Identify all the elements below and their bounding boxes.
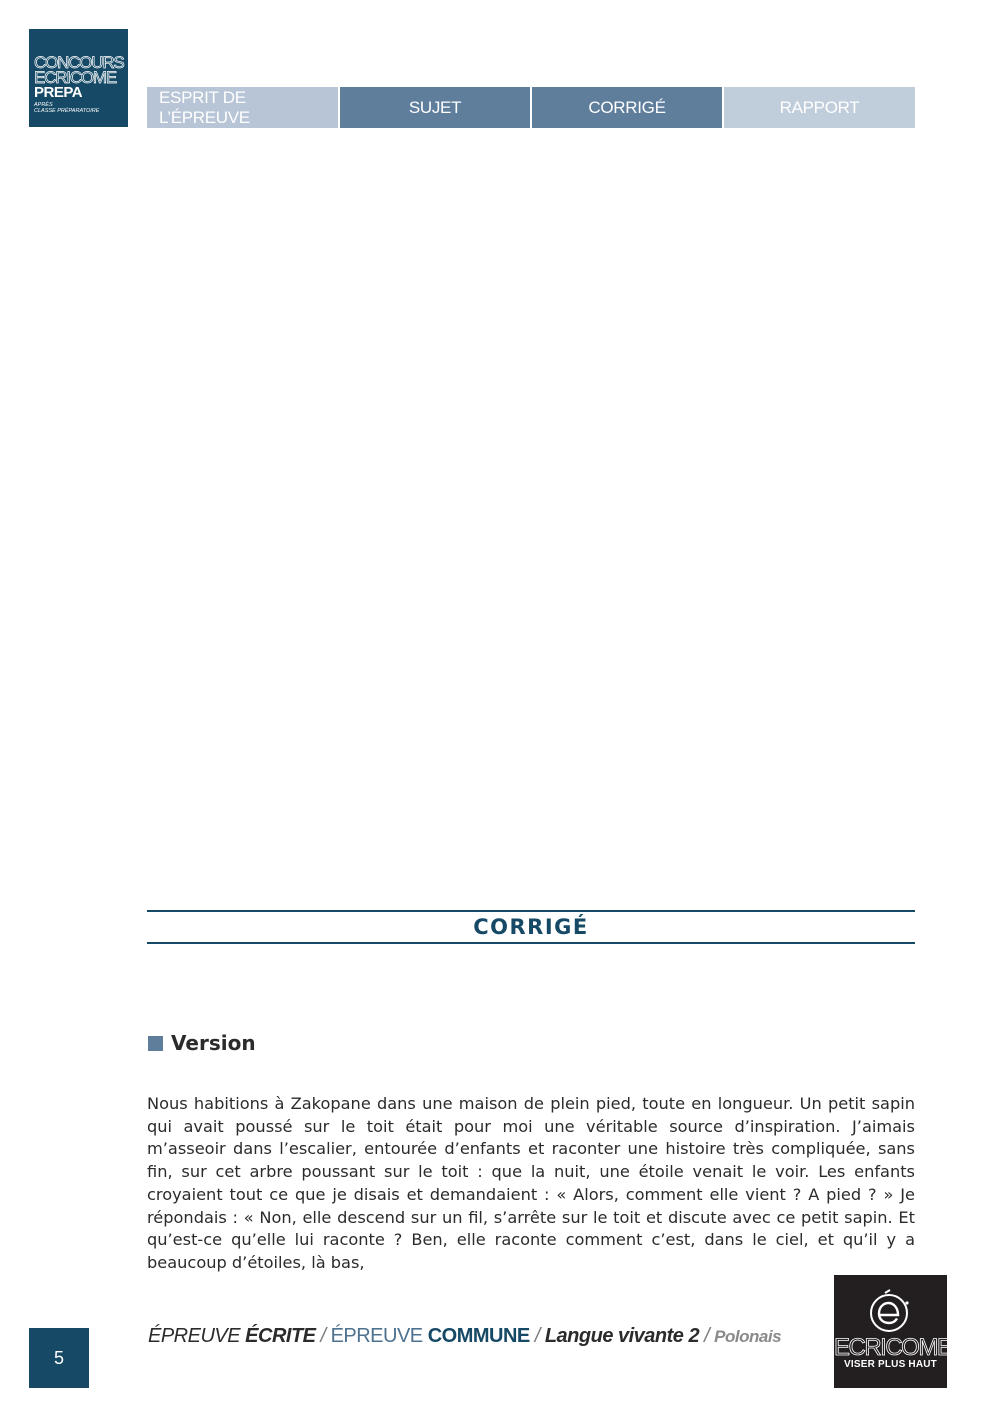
page-number: 5 [29,1328,89,1388]
section-nav [147,87,915,128]
ecricome-name: ECRICOME [834,1334,952,1361]
logo-line-classe: CLASSE PRÉPARATOIRE [34,108,100,114]
tab-esprit-epreuve[interactable]: ESPRIT DE L’ÉPREUVE [147,87,338,128]
subsection-title: Version [171,1031,256,1055]
ecricome-tagline: VISER PLUS HAUT [843,1359,937,1370]
square-bullet-icon [148,1036,163,1051]
footer-ecrite: ÉCRITE [245,1325,316,1347]
footer-sep-2: / [534,1325,540,1347]
subsection-heading [148,1031,256,1055]
body-paragraph: Nous habitions à Zakopane dans une maison de plein pied, toute en longueur. Un petit sapin qui avait poussé sur le toit était pour moi une véritable source d’inspiration. J’aimais m’asseoir dans l’escalier, entourée d’enfants et raconter une histoire très compliquée, sans fin, sur cet arbre poussant sur le toit : que la nuit, une étoile venait le voir. Les enfants croyaient tout ce que je disais et demandaient : « Alors, comment elle vient ? A pied ? » Je répondais : « Non, elle descend sur un fil, s’arrête sur le toit et discute avec ce petit sapin. Et qu’est-ce qu’elle lui raconte ? Ben, elle raconte comment c’est, dans le ciel, et qu’il y a beaucoup d’étoiles, là bas, [147,1094,915,1272]
footer-polonais: Polonais [714,1327,782,1346]
tab-corrige[interactable]: CORRIGÉ [532,87,722,128]
tab-sujet[interactable]: SUJET [340,87,530,128]
section-title: CORRIGÉ [147,910,915,944]
logo-line-apres: APRÈS [34,102,53,108]
logo-line-ecricome: ECRICOME [34,68,117,87]
ecricome-logo [834,1275,952,1388]
ecricome-e-icon [867,1289,915,1333]
footer-langue: Langue vivante 2 [544,1325,700,1347]
footer-epreuve: ÉPREUVE [148,1325,246,1347]
footer-sep-3: / [704,1325,710,1347]
footer-breadcrumb [148,1325,781,1348]
footer-commune: COMMUNE [427,1325,530,1347]
tab-rapport[interactable]: RAPPORT [724,87,915,128]
footer-epreuve-2: ÉPREUVE [330,1325,428,1347]
logo-line-prepa: PREPA [34,84,83,101]
logo-line-concours: CONCOURS [34,53,124,72]
concours-logo [29,29,128,127]
footer-sep-1: / [320,1325,326,1347]
